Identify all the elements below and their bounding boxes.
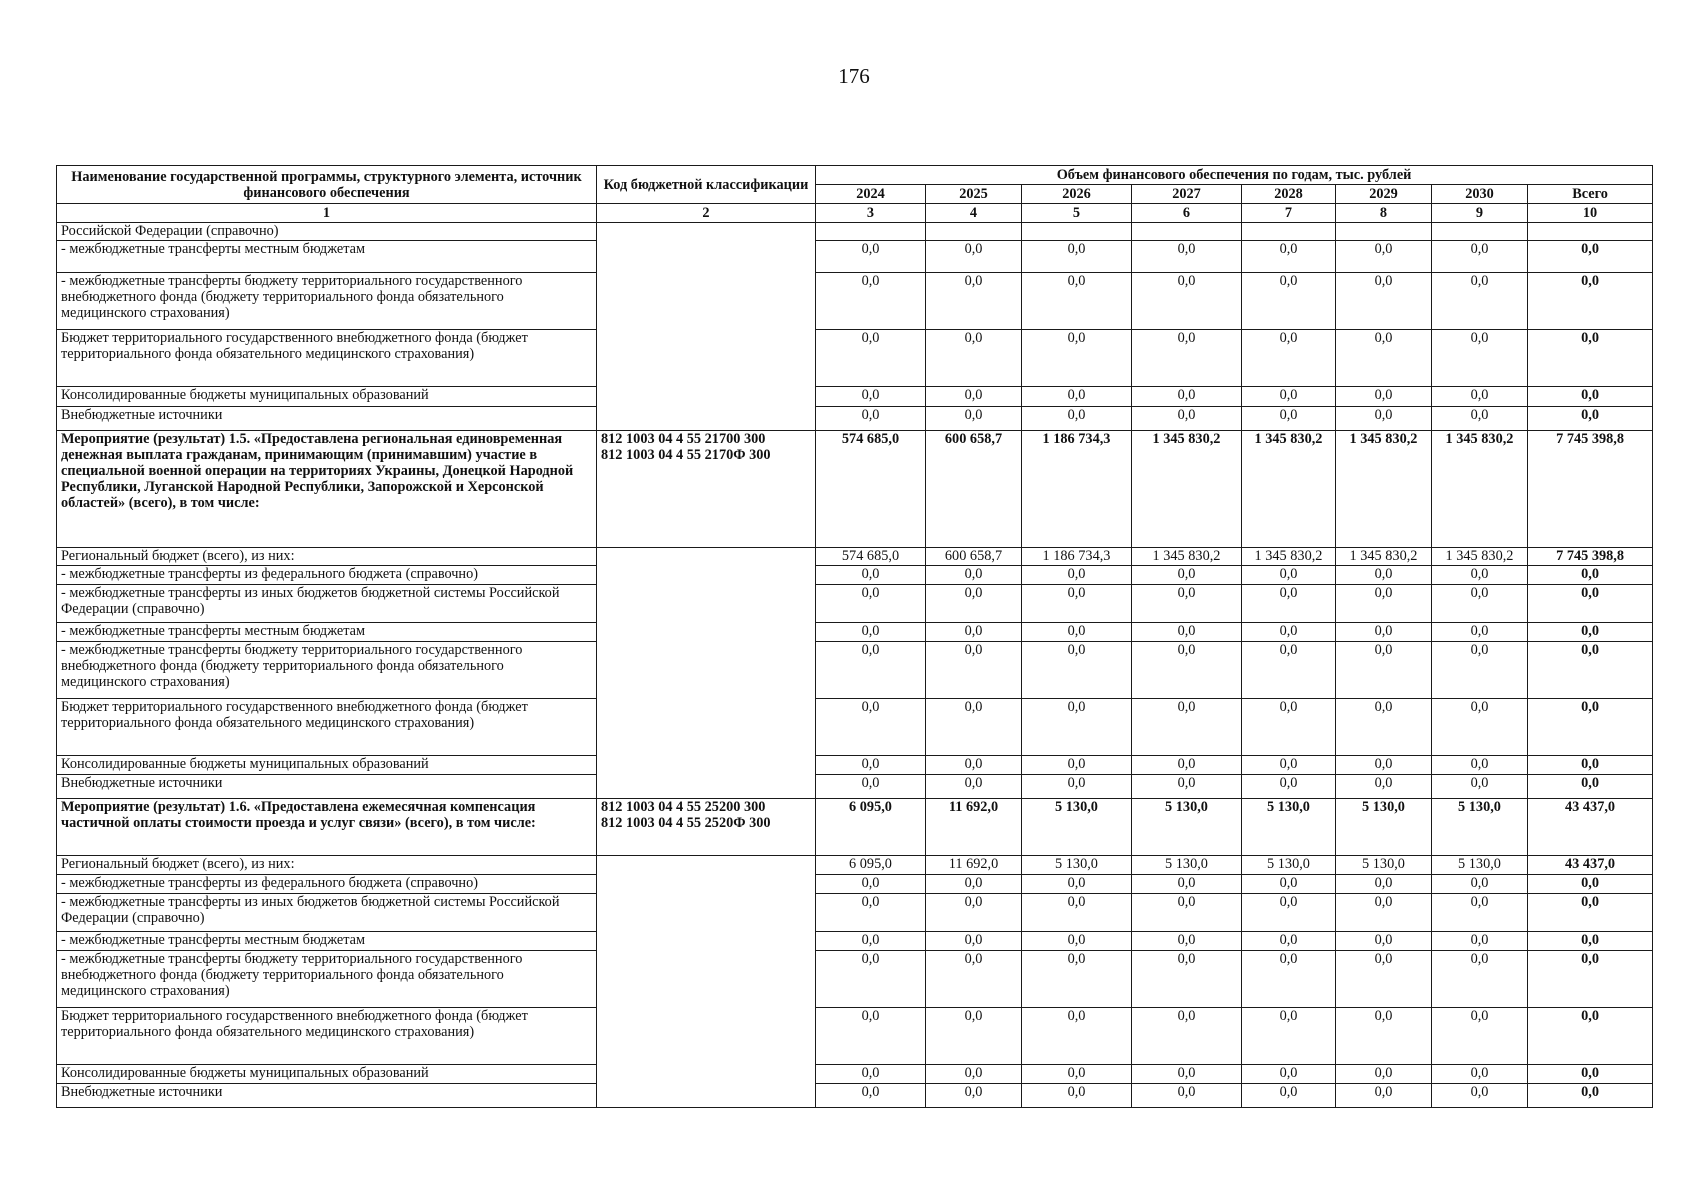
cell-value: 0,0 xyxy=(926,585,1022,623)
table-row xyxy=(57,642,1653,699)
cell-value: 600 658,7 xyxy=(926,548,1022,566)
row-name: Консолидированные бюджеты муниципальных образований xyxy=(57,387,597,407)
cell-value: 0,0 xyxy=(1132,241,1242,273)
cell-value: 5 130,0 xyxy=(1432,856,1528,875)
cell-value: 0,0 xyxy=(1022,894,1132,932)
table-row xyxy=(57,856,1653,875)
cell-value: 0,0 xyxy=(926,951,1022,1008)
table-row xyxy=(57,1008,1653,1065)
cell-value: 0,0 xyxy=(1022,330,1132,387)
cell-value: 0,0 xyxy=(926,1065,1022,1084)
cell-value: 0,0 xyxy=(1242,894,1336,932)
row-name: - межбюджетные трансферты местным бюджетам xyxy=(57,932,597,951)
cell-value: 0,0 xyxy=(926,642,1022,699)
cell-value: 0,0 xyxy=(1432,330,1528,387)
cell-value: 5 130,0 xyxy=(1022,799,1132,856)
cell-total: 0,0 xyxy=(1528,407,1653,431)
cell-value: 0,0 xyxy=(1336,623,1432,642)
cell-total: 43 437,0 xyxy=(1528,799,1653,856)
cell-value: 0,0 xyxy=(1132,932,1242,951)
cell-value: 0,0 xyxy=(1432,623,1528,642)
header-total: Всего xyxy=(1528,185,1653,204)
cell-value: 0,0 xyxy=(1022,387,1132,407)
row-name: Бюджет территориального государственного внебюджетного фонда (бюджет территориального фонда обязательного медицинского страхования) xyxy=(57,699,597,756)
cell-total: 7 745 398,8 xyxy=(1528,431,1653,548)
cell-total: 0,0 xyxy=(1528,894,1653,932)
table-row xyxy=(57,585,1653,623)
cell-value: 0,0 xyxy=(816,775,926,799)
table-row xyxy=(57,799,1653,856)
cell-value: 0,0 xyxy=(1336,585,1432,623)
table-row xyxy=(57,431,1653,548)
cell-value xyxy=(1022,223,1132,241)
table-row xyxy=(57,699,1653,756)
cell-value: 0,0 xyxy=(1336,699,1432,756)
row-name: - межбюджетные трансферты бюджету территориального государственного внебюджетного фонда (бюджету территориального фонда обязательного медицинского страхования) xyxy=(57,951,597,1008)
cell-value: 1 345 830,2 xyxy=(1336,548,1432,566)
cell-value: 0,0 xyxy=(816,894,926,932)
table-row xyxy=(57,407,1653,431)
cell-value: 0,0 xyxy=(1336,330,1432,387)
cell-value: 0,0 xyxy=(1432,1065,1528,1084)
cell-value xyxy=(1432,223,1528,241)
table-row xyxy=(57,548,1653,566)
cell-value: 0,0 xyxy=(1336,642,1432,699)
table-row xyxy=(57,387,1653,407)
cell-value: 0,0 xyxy=(1022,756,1132,775)
code-line: 812 1003 04 4 55 25200 300 xyxy=(601,799,766,815)
cell-value: 0,0 xyxy=(1022,932,1132,951)
cell-value: 0,0 xyxy=(1132,585,1242,623)
cell-value: 0,0 xyxy=(1242,407,1336,431)
header-year: 2024 xyxy=(816,185,926,204)
cell-value: 0,0 xyxy=(1336,875,1432,894)
header-year: 2029 xyxy=(1336,185,1432,204)
cell-value: 0,0 xyxy=(1336,273,1432,330)
cell-total: 0,0 xyxy=(1528,1065,1653,1084)
cell-value: 0,0 xyxy=(1022,623,1132,642)
cell-value: 0,0 xyxy=(1242,775,1336,799)
cell-value: 0,0 xyxy=(1132,273,1242,330)
cell-value: 0,0 xyxy=(1132,1065,1242,1084)
cell-value: 0,0 xyxy=(1432,951,1528,1008)
cell-value: 1 345 830,2 xyxy=(1242,548,1336,566)
cell-value: 0,0 xyxy=(1432,1084,1528,1108)
cell-value: 6 095,0 xyxy=(816,856,926,875)
cell-value: 0,0 xyxy=(1022,1065,1132,1084)
cell-value: 5 130,0 xyxy=(1242,856,1336,875)
cell-value: 0,0 xyxy=(926,273,1022,330)
cell-value: 0,0 xyxy=(926,330,1022,387)
cell-total: 0,0 xyxy=(1528,875,1653,894)
cell-value: 1 345 830,2 xyxy=(1242,431,1336,548)
cell-value: 0,0 xyxy=(816,1084,926,1108)
cell-value: 0,0 xyxy=(926,623,1022,642)
cell-value: 5 130,0 xyxy=(1336,799,1432,856)
row-name: Мероприятие (результат) 1.6. «Предоставлена ежемесячная компенсация частичной оплаты стоимости проезда и услуг связи» (всего), в том числе: xyxy=(57,799,597,856)
row-code xyxy=(597,548,816,799)
cell-value: 0,0 xyxy=(816,407,926,431)
cell-value: 0,0 xyxy=(1022,875,1132,894)
col-number: 5 xyxy=(1022,204,1132,223)
cell-total xyxy=(1528,223,1653,241)
row-name: Бюджет территориального государственного внебюджетного фонда (бюджет территориального фонда обязательного медицинского страхования) xyxy=(57,1008,597,1065)
cell-value: 0,0 xyxy=(1432,699,1528,756)
cell-value: 0,0 xyxy=(1336,1065,1432,1084)
cell-value: 5 130,0 xyxy=(1132,856,1242,875)
cell-value: 0,0 xyxy=(1242,756,1336,775)
table-row xyxy=(57,951,1653,1008)
table-row xyxy=(57,241,1653,273)
cell-value: 0,0 xyxy=(816,330,926,387)
table-row xyxy=(57,273,1653,330)
row-name: Внебюджетные источники xyxy=(57,1084,597,1108)
cell-value: 0,0 xyxy=(1336,951,1432,1008)
row-name: Консолидированные бюджеты муниципальных образований xyxy=(57,1065,597,1084)
cell-total: 0,0 xyxy=(1528,1084,1653,1108)
cell-value: 0,0 xyxy=(1336,932,1432,951)
cell-value: 0,0 xyxy=(1022,951,1132,1008)
cell-value: 0,0 xyxy=(1242,1008,1336,1065)
cell-value: 5 130,0 xyxy=(1432,799,1528,856)
cell-value: 0,0 xyxy=(1336,241,1432,273)
table-row xyxy=(57,566,1653,585)
cell-value: 0,0 xyxy=(926,756,1022,775)
cell-value: 0,0 xyxy=(926,407,1022,431)
cell-value: 574 685,0 xyxy=(816,431,926,548)
cell-value: 0,0 xyxy=(1432,387,1528,407)
table-header xyxy=(57,166,1653,223)
cell-value: 0,0 xyxy=(1242,623,1336,642)
cell-value: 11 692,0 xyxy=(926,799,1022,856)
row-name: - межбюджетные трансферты местным бюджетам xyxy=(57,241,597,273)
cell-value: 0,0 xyxy=(1022,407,1132,431)
cell-value: 0,0 xyxy=(1132,330,1242,387)
cell-value: 600 658,7 xyxy=(926,431,1022,548)
cell-value: 0,0 xyxy=(1022,273,1132,330)
header-year: 2028 xyxy=(1242,185,1336,204)
col-number: 10 xyxy=(1528,204,1653,223)
row-name: Бюджет территориального государственного внебюджетного фонда (бюджет территориального фонда обязательного медицинского страхования) xyxy=(57,330,597,387)
cell-value: 0,0 xyxy=(926,387,1022,407)
row-name: Российской Федерации (справочно) xyxy=(57,223,597,241)
code-line: 812 1003 04 4 55 2520Ф 300 xyxy=(601,815,771,831)
row-name: - межбюджетные трансферты из федерального бюджета (справочно) xyxy=(57,875,597,894)
cell-value: 0,0 xyxy=(1242,1084,1336,1108)
row-code xyxy=(597,223,816,431)
row-name: - межбюджетные трансферты бюджету территориального государственного внебюджетного фонда (бюджету территориального фонда обязательного медицинского страхования) xyxy=(57,642,597,699)
cell-value: 0,0 xyxy=(1432,642,1528,699)
cell-value: 0,0 xyxy=(1432,875,1528,894)
table-row xyxy=(57,894,1653,932)
cell-value: 0,0 xyxy=(816,585,926,623)
cell-total: 7 745 398,8 xyxy=(1528,548,1653,566)
cell-value: 0,0 xyxy=(1242,387,1336,407)
col-number: 6 xyxy=(1132,204,1242,223)
cell-value: 0,0 xyxy=(1432,932,1528,951)
cell-value: 6 095,0 xyxy=(816,799,926,856)
cell-value: 1 345 830,2 xyxy=(1432,548,1528,566)
header-year: 2027 xyxy=(1132,185,1242,204)
cell-value: 0,0 xyxy=(1242,273,1336,330)
header-year: 2025 xyxy=(926,185,1022,204)
cell-total: 43 437,0 xyxy=(1528,856,1653,875)
cell-value: 0,0 xyxy=(1242,585,1336,623)
cell-value xyxy=(1132,223,1242,241)
cell-value: 0,0 xyxy=(816,387,926,407)
cell-value: 0,0 xyxy=(1242,566,1336,585)
table-body xyxy=(57,223,1653,1108)
col-number: 3 xyxy=(816,204,926,223)
cell-value: 0,0 xyxy=(1336,894,1432,932)
cell-value: 1 345 830,2 xyxy=(1132,431,1242,548)
cell-value: 0,0 xyxy=(816,623,926,642)
row-name: - межбюджетные трансферты местным бюджетам xyxy=(57,623,597,642)
row-name: Внебюджетные источники xyxy=(57,407,597,431)
col-number: 1 xyxy=(57,204,597,223)
cell-value: 0,0 xyxy=(1432,273,1528,330)
cell-value: 0,0 xyxy=(816,1065,926,1084)
cell-value: 0,0 xyxy=(1336,756,1432,775)
cell-value: 0,0 xyxy=(926,699,1022,756)
cell-value: 0,0 xyxy=(816,875,926,894)
table-row xyxy=(57,330,1653,387)
table-row xyxy=(57,756,1653,775)
cell-value xyxy=(926,223,1022,241)
cell-value: 0,0 xyxy=(1132,1084,1242,1108)
cell-total: 0,0 xyxy=(1528,1008,1653,1065)
cell-value: 0,0 xyxy=(1242,330,1336,387)
cell-value: 0,0 xyxy=(1022,775,1132,799)
cell-value: 0,0 xyxy=(1336,775,1432,799)
cell-value: 0,0 xyxy=(926,775,1022,799)
cell-value: 0,0 xyxy=(1132,875,1242,894)
code-line: 812 1003 04 4 55 21700 300 xyxy=(601,431,766,447)
col-number: 2 xyxy=(597,204,816,223)
header-name-col: Наименование государственной программы, структурного элемента, источник финансового обеспечения xyxy=(57,166,597,204)
cell-value: 0,0 xyxy=(1336,1084,1432,1108)
cell-value: 5 130,0 xyxy=(1242,799,1336,856)
header-year: 2030 xyxy=(1432,185,1528,204)
cell-value: 0,0 xyxy=(1132,566,1242,585)
row-name: Региональный бюджет (всего), из них: xyxy=(57,856,597,875)
cell-value: 5 130,0 xyxy=(1022,856,1132,875)
row-code xyxy=(597,856,816,1108)
cell-value: 0,0 xyxy=(1132,756,1242,775)
cell-value: 0,0 xyxy=(1432,585,1528,623)
cell-total: 0,0 xyxy=(1528,566,1653,585)
cell-value: 0,0 xyxy=(816,566,926,585)
col-number: 7 xyxy=(1242,204,1336,223)
col-number: 4 xyxy=(926,204,1022,223)
cell-value xyxy=(1242,223,1336,241)
cell-value: 0,0 xyxy=(926,241,1022,273)
cell-value: 0,0 xyxy=(1022,1084,1132,1108)
cell-value: 1 186 734,3 xyxy=(1022,548,1132,566)
cell-value: 0,0 xyxy=(1242,1065,1336,1084)
cell-value: 1 345 830,2 xyxy=(1336,431,1432,548)
cell-value: 0,0 xyxy=(1336,566,1432,585)
cell-total: 0,0 xyxy=(1528,642,1653,699)
cell-value: 1 345 830,2 xyxy=(1132,548,1242,566)
row-name: Внебюджетные источники xyxy=(57,775,597,799)
cell-value xyxy=(1336,223,1432,241)
cell-total: 0,0 xyxy=(1528,623,1653,642)
cell-value: 0,0 xyxy=(1432,407,1528,431)
table-row xyxy=(57,623,1653,642)
cell-total: 0,0 xyxy=(1528,951,1653,1008)
cell-value: 1 345 830,2 xyxy=(1432,431,1528,548)
cell-value: 574 685,0 xyxy=(816,548,926,566)
header-volume-col: Объем финансового обеспечения по годам, тыс. рублей xyxy=(816,166,1653,185)
cell-value: 0,0 xyxy=(1132,894,1242,932)
cell-value: 0,0 xyxy=(1242,642,1336,699)
cell-value: 11 692,0 xyxy=(926,856,1022,875)
cell-value: 0,0 xyxy=(926,566,1022,585)
cell-value: 0,0 xyxy=(926,1008,1022,1065)
header-year: 2026 xyxy=(1022,185,1132,204)
cell-value: 0,0 xyxy=(1336,407,1432,431)
cell-total: 0,0 xyxy=(1528,585,1653,623)
table-row xyxy=(57,1065,1653,1084)
cell-value: 0,0 xyxy=(816,756,926,775)
cell-value: 0,0 xyxy=(1432,894,1528,932)
cell-value: 0,0 xyxy=(1432,756,1528,775)
cell-total: 0,0 xyxy=(1528,273,1653,330)
cell-total: 0,0 xyxy=(1528,756,1653,775)
cell-total: 0,0 xyxy=(1528,330,1653,387)
cell-value: 0,0 xyxy=(1132,407,1242,431)
table-row xyxy=(57,1084,1653,1108)
row-name: Консолидированные бюджеты муниципальных образований xyxy=(57,756,597,775)
cell-value: 0,0 xyxy=(1132,1008,1242,1065)
row-name: Региональный бюджет (всего), из них: xyxy=(57,548,597,566)
financing-table xyxy=(56,165,1653,1108)
cell-value: 0,0 xyxy=(816,1008,926,1065)
col-number: 9 xyxy=(1432,204,1528,223)
row-name: - межбюджетные трансферты из иных бюджетов бюджетной системы Российской Федерации (справочно) xyxy=(57,894,597,932)
cell-value: 0,0 xyxy=(1242,699,1336,756)
row-name: - межбюджетные трансферты бюджету территориального государственного внебюджетного фонда (бюджету территориального фонда обязательного медицинского страхования) xyxy=(57,273,597,330)
cell-total: 0,0 xyxy=(1528,241,1653,273)
row-code xyxy=(597,431,816,548)
table-row xyxy=(57,875,1653,894)
cell-value: 0,0 xyxy=(1336,387,1432,407)
cell-value: 0,0 xyxy=(1432,1008,1528,1065)
cell-value: 0,0 xyxy=(816,951,926,1008)
cell-value: 0,0 xyxy=(816,273,926,330)
col-number: 8 xyxy=(1336,204,1432,223)
header-code-col: Код бюджетной классификации xyxy=(597,166,816,204)
cell-value: 1 186 734,3 xyxy=(1022,431,1132,548)
code-line: 812 1003 04 4 55 2170Ф 300 xyxy=(601,447,771,463)
cell-value: 0,0 xyxy=(1022,566,1132,585)
cell-value: 0,0 xyxy=(1022,699,1132,756)
cell-value: 0,0 xyxy=(1132,699,1242,756)
cell-value: 5 130,0 xyxy=(1336,856,1432,875)
row-name: Мероприятие (результат) 1.5. «Предоставлена региональная единовременная денежная выплата гражданам, принимающим (принимавшим) участие в специальной военной операции на территориях Украины, Донецкой Народной Республики, Луганской Народной Республики, Запорожской и Херсонской областей» (всего), в том числе: xyxy=(57,431,597,548)
table-row xyxy=(57,932,1653,951)
cell-value: 0,0 xyxy=(1132,775,1242,799)
cell-value: 0,0 xyxy=(1132,623,1242,642)
cell-value: 0,0 xyxy=(1242,951,1336,1008)
cell-value: 0,0 xyxy=(926,1084,1022,1108)
cell-value: 0,0 xyxy=(1336,1008,1432,1065)
cell-value: 0,0 xyxy=(1022,1008,1132,1065)
cell-value: 0,0 xyxy=(816,699,926,756)
cell-value: 0,0 xyxy=(1132,951,1242,1008)
cell-value: 0,0 xyxy=(1022,642,1132,699)
row-code xyxy=(597,799,816,856)
cell-value: 0,0 xyxy=(816,642,926,699)
cell-value: 5 130,0 xyxy=(1132,799,1242,856)
table-row xyxy=(57,223,1653,241)
cell-value: 0,0 xyxy=(1022,241,1132,273)
row-name: - межбюджетные трансферты из иных бюджетов бюджетной системы Российской Федерации (справочно) xyxy=(57,585,597,623)
cell-value: 0,0 xyxy=(1242,875,1336,894)
cell-total: 0,0 xyxy=(1528,932,1653,951)
cell-value: 0,0 xyxy=(1432,775,1528,799)
cell-value: 0,0 xyxy=(816,932,926,951)
cell-value: 0,0 xyxy=(1022,585,1132,623)
table-row xyxy=(57,775,1653,799)
cell-value: 0,0 xyxy=(816,241,926,273)
row-name: - межбюджетные трансферты из федерального бюджета (справочно) xyxy=(57,566,597,585)
cell-value: 0,0 xyxy=(1242,932,1336,951)
cell-total: 0,0 xyxy=(1528,775,1653,799)
page-number: 176 xyxy=(838,64,870,88)
cell-value: 0,0 xyxy=(1432,241,1528,273)
cell-value: 0,0 xyxy=(1432,566,1528,585)
cell-value xyxy=(816,223,926,241)
cell-value: 0,0 xyxy=(1132,387,1242,407)
cell-total: 0,0 xyxy=(1528,387,1653,407)
cell-value: 0,0 xyxy=(926,932,1022,951)
cell-value: 0,0 xyxy=(1242,241,1336,273)
cell-value: 0,0 xyxy=(926,875,1022,894)
cell-value: 0,0 xyxy=(1132,642,1242,699)
cell-total: 0,0 xyxy=(1528,699,1653,756)
cell-value: 0,0 xyxy=(926,894,1022,932)
